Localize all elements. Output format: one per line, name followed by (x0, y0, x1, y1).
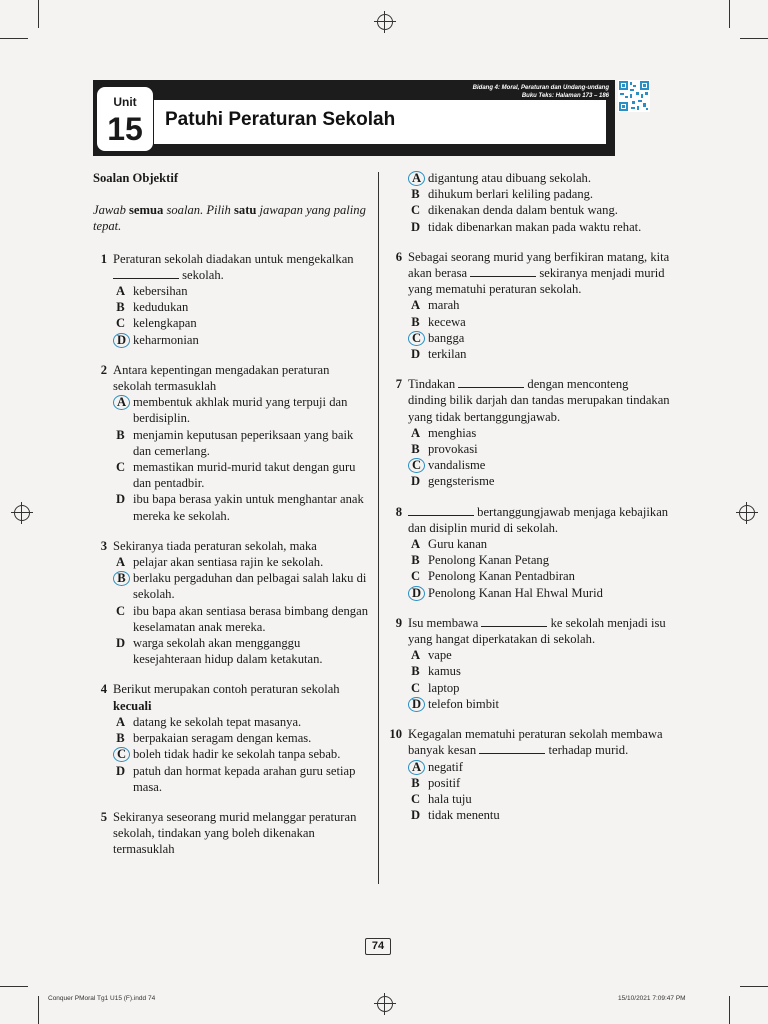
question-stem (408, 376, 670, 425)
option-letter: A (410, 648, 421, 663)
instructions (93, 202, 371, 234)
textbook-reference (473, 84, 609, 100)
option-text: Penolong Kanan Petang (428, 553, 550, 568)
option-a[interactable] (408, 536, 670, 552)
option-text: ibu bapa akan sentiasa berasa bimbang dengan keselamatan anak mereka. (133, 603, 368, 634)
question-number: 9 (395, 615, 402, 630)
crop-mark (729, 996, 730, 1024)
question-stem: Sekiranya seseorang murid melanggar peraturan sekolah, tindakan yang boleh dikenakan termasuklah (113, 809, 357, 857)
crop-mark (0, 986, 28, 987)
column-divider (378, 172, 379, 884)
question-number: 5 (100, 809, 107, 824)
option-d[interactable] (408, 585, 670, 601)
stem-text: ke sekolah menjadi isu yang hangat diperkatakan di sekolah. (408, 615, 666, 647)
unit-header (93, 80, 615, 156)
option-letter: B (411, 442, 420, 457)
option-text: bangga (428, 330, 465, 345)
stem-text: Peraturan sekolah diadakan untuk mengekalkan (113, 251, 354, 266)
registration-mark-icon (377, 996, 393, 1012)
question-number: 8 (395, 504, 402, 519)
option-text: kebersihan (133, 284, 188, 299)
stem-text: bertanggungjawab menjaga kebajikan dan disiplin murid di sekolah. (408, 504, 669, 535)
option-text: membentuk akhlak murid yang terpuji dan berdisiplin. (133, 395, 348, 426)
option-text: terkilan (428, 347, 467, 362)
option-text: memastikan murid-murid takut dengan guru dan pentadbir. (133, 460, 356, 491)
option-d[interactable] (408, 696, 670, 712)
option-c[interactable] (408, 330, 670, 346)
option-d[interactable] (408, 219, 670, 235)
option-letter: B (116, 427, 125, 442)
stem-emphasis: kecuali (113, 698, 152, 713)
question-4 (93, 681, 371, 794)
option-text: dihukum berlari keliling padang. (428, 187, 594, 202)
option-c[interactable] (113, 315, 371, 331)
option-a[interactable] (113, 554, 371, 570)
question-stem (113, 251, 371, 283)
option-text: tidak menentu (428, 808, 500, 823)
option-c[interactable] (113, 746, 371, 762)
page-title: Patuhi Peraturan Sekolah (165, 109, 396, 130)
answer-blank (458, 377, 524, 388)
option-c[interactable] (113, 459, 371, 491)
option-letter: B (116, 300, 125, 315)
question-7 (388, 376, 670, 489)
option-letter: B (411, 314, 420, 329)
option-letter: A (410, 537, 421, 552)
option-text: dikenakan denda dalam bentuk wang. (428, 203, 618, 218)
option-text: datang ke sekolah tepat masanya. (133, 714, 302, 729)
option-text: ibu bapa berasa yakin untuk menghantar anak mereka ke sekolah. (133, 492, 364, 523)
option-c[interactable] (408, 680, 670, 696)
option-text: patuh dan hormat kepada arahan guru setiap masa. (133, 763, 356, 794)
option-a[interactable] (113, 714, 371, 730)
question-number: 7 (395, 377, 402, 392)
option-letter: B (411, 553, 420, 568)
option-a[interactable] (408, 759, 670, 775)
question-stem (408, 726, 670, 758)
option-text: telefon bimbit (428, 696, 499, 711)
option-d[interactable] (113, 635, 371, 667)
option-letter-circled: C (408, 331, 425, 346)
footer-filename: Conquer PMoral Tg1 U15 (F).indd 74 (48, 995, 156, 1002)
option-letter: C (115, 316, 126, 331)
option-b[interactable] (408, 314, 670, 330)
question-5-options (388, 170, 670, 235)
option-text: marah (428, 298, 460, 313)
option-letter: D (410, 219, 421, 234)
option-letter-circled: D (408, 697, 425, 712)
question-number: 6 (395, 249, 402, 264)
option-a[interactable] (408, 297, 670, 313)
option-text: kamus (428, 664, 461, 679)
question-stem: Sekiranya tiada peraturan sekolah, maka (113, 538, 317, 553)
section-heading: Soalan Objektif (93, 171, 179, 185)
option-a[interactable] (113, 394, 371, 426)
option-a[interactable] (113, 283, 371, 299)
option-b[interactable] (113, 730, 371, 746)
question-3 (93, 538, 371, 668)
option-text: vape (428, 648, 452, 663)
option-text: kedudukan (133, 300, 189, 315)
option-b[interactable] (408, 663, 670, 679)
option-text: positif (428, 775, 461, 790)
question-number: 3 (100, 538, 107, 553)
crop-mark (0, 38, 28, 39)
option-letter-circled: A (408, 760, 425, 775)
option-text: menjamin keputusan peperiksaan yang baik dan cemerlang. (133, 427, 354, 458)
option-d[interactable] (113, 763, 371, 795)
question-9 (388, 615, 670, 712)
option-letter: D (115, 492, 126, 507)
option-letter: C (410, 791, 421, 806)
question-stem: Antara kepentingan mengadakan peraturan sekolah termasuklah (113, 362, 330, 394)
option-letter: C (410, 569, 421, 584)
stem-text: Berikut merupakan contoh peraturan sekolah (113, 682, 340, 697)
option-letter-circled: D (113, 333, 130, 348)
stem-text: Kegagalan mematuhi peraturan sekolah membawa banyak kesan (408, 727, 663, 758)
option-text: vandalisme (428, 458, 486, 473)
option-text: kelengkapan (133, 316, 197, 331)
option-text: kecewa (428, 314, 466, 329)
crop-mark (38, 996, 39, 1024)
crop-mark (38, 0, 39, 28)
option-c[interactable] (408, 202, 670, 218)
crop-mark (740, 38, 768, 39)
option-text: berlaku pergaduhan dan pelbagai salah laku di sekolah. (133, 571, 367, 602)
option-letter: D (410, 808, 421, 823)
option-letter: D (410, 347, 421, 362)
meta-line-pages: Buku Teks: Halaman 173 – 186 (521, 93, 609, 99)
question-5 (93, 809, 371, 858)
registration-mark-icon (377, 14, 393, 30)
question-number: 4 (100, 682, 107, 697)
option-text: warga sekolah akan mengganggu kesejahteraan hidup dalam ketakutan. (133, 636, 323, 667)
question-8 (388, 504, 670, 601)
registration-mark-icon (739, 505, 755, 521)
option-b[interactable] (408, 441, 670, 457)
crop-mark (729, 0, 730, 28)
option-letter-circled: D (408, 586, 425, 601)
stem-text: Sebagai seorang murid yang berfikiran matang, kita akan berasa (408, 249, 670, 281)
option-text: digantung atau dibuang sekolah. (428, 171, 591, 185)
option-letter: A (115, 555, 126, 570)
option-c[interactable] (408, 791, 670, 807)
stem-text: sekolah. (179, 267, 224, 282)
option-letter: D (115, 636, 126, 651)
stem-text: sekiranya menjadi murid yang mematuhi peraturan sekolah. (408, 266, 665, 297)
answer-blank (113, 268, 179, 279)
instr-bold: semua (129, 203, 164, 218)
option-a[interactable] (408, 170, 670, 186)
option-text: provokasi (428, 442, 478, 457)
option-text: negatif (428, 759, 463, 774)
left-column (93, 170, 371, 872)
option-text: tidak dibenarkan makan pada waktu rehat. (428, 219, 642, 234)
footer-timestamp: 15/10/2021 7:09:47 PM (618, 995, 686, 1002)
instr-part: Jawab (93, 203, 130, 218)
option-letter-circled: C (113, 747, 130, 762)
instr-bold: satu (234, 203, 257, 218)
option-text: hala tuju (428, 791, 472, 806)
option-text: boleh tidak hadir ke sekolah tanpa sebab. (133, 747, 341, 762)
question-stem (408, 249, 670, 298)
option-text: menghias (428, 425, 477, 440)
option-letter: C (410, 203, 421, 218)
unit-label: Unit (113, 95, 137, 109)
right-column (388, 170, 670, 837)
option-letter: A (115, 714, 126, 729)
registration-mark-icon (14, 505, 30, 521)
answer-blank (479, 743, 545, 754)
question-stem (408, 504, 670, 536)
question-2 (93, 362, 371, 524)
option-d[interactable] (113, 332, 371, 348)
option-letter-circled: A (408, 171, 425, 186)
option-letter: D (410, 474, 421, 489)
question-number: 2 (100, 362, 107, 377)
question-number: 10 (389, 727, 402, 742)
page-number: 74 (365, 938, 391, 955)
option-letter: A (410, 298, 421, 313)
option-letter-circled: B (113, 571, 130, 586)
crop-mark (740, 986, 768, 987)
question-1 (93, 251, 371, 348)
option-text: pelajar akan sentiasa rajin ke sekolah. (133, 555, 324, 570)
option-letter: A (410, 425, 421, 440)
option-a[interactable] (408, 425, 670, 441)
stem-text: Tindakan (408, 377, 459, 392)
option-b[interactable] (113, 299, 371, 315)
qr-code-icon[interactable] (618, 80, 650, 112)
option-c[interactable] (408, 568, 670, 584)
stem-text: Isu membawa (408, 615, 482, 630)
option-letter: B (411, 775, 420, 790)
option-letter: B (411, 664, 420, 679)
option-b[interactable] (408, 775, 670, 791)
answer-blank (481, 616, 547, 627)
option-letter: C (410, 680, 421, 695)
option-b[interactable] (113, 427, 371, 459)
option-c[interactable] (408, 457, 670, 473)
instr-part: jawapan yang paling tepat. (93, 203, 366, 234)
question-number: 1 (100, 251, 107, 266)
option-b[interactable] (408, 186, 670, 202)
option-d[interactable] (408, 346, 670, 362)
option-b[interactable] (408, 552, 670, 568)
question-stem (113, 681, 371, 713)
option-d[interactable] (408, 473, 670, 489)
unit-number: 15 (107, 111, 143, 147)
answer-blank (408, 505, 474, 516)
unit-badge (97, 87, 153, 151)
question-6 (388, 249, 670, 362)
option-d[interactable] (408, 807, 670, 823)
option-text: laptop (428, 680, 460, 695)
option-c[interactable] (113, 603, 371, 635)
option-letter-circled: A (113, 395, 130, 410)
option-letter: D (115, 763, 126, 778)
instr-part: soalan. Pilih (163, 203, 234, 218)
option-letter: B (116, 731, 125, 746)
option-text: keharmonian (133, 332, 199, 347)
answer-blank (470, 266, 536, 277)
option-letter: C (115, 603, 126, 618)
option-text: Guru kanan (428, 537, 488, 552)
option-d[interactable] (113, 491, 371, 523)
option-a[interactable] (408, 647, 670, 663)
option-text: gengsterisme (428, 474, 495, 489)
question-stem (408, 615, 670, 647)
question-10 (388, 726, 670, 823)
stem-text: dengan menconteng dinding bilik darjah dan tandas merupakan tindakan yang tidak bertanggungjawab. (408, 377, 670, 424)
option-letter-circled: C (408, 458, 425, 473)
option-text: Penolong Kanan Hal Ehwal Murid (428, 585, 603, 600)
option-letter: C (115, 460, 126, 475)
option-text: Penolong Kanan Pentadbiran (428, 569, 575, 584)
option-b[interactable] (113, 570, 371, 602)
meta-line-field: Bidang 4: Moral, Peraturan dan Undang-undang (472, 85, 609, 91)
option-letter: B (411, 187, 420, 202)
stem-text: terhadap murid. (545, 743, 629, 758)
option-text: berpakaian seragam dengan kemas. (133, 731, 312, 746)
option-letter: A (115, 284, 126, 299)
